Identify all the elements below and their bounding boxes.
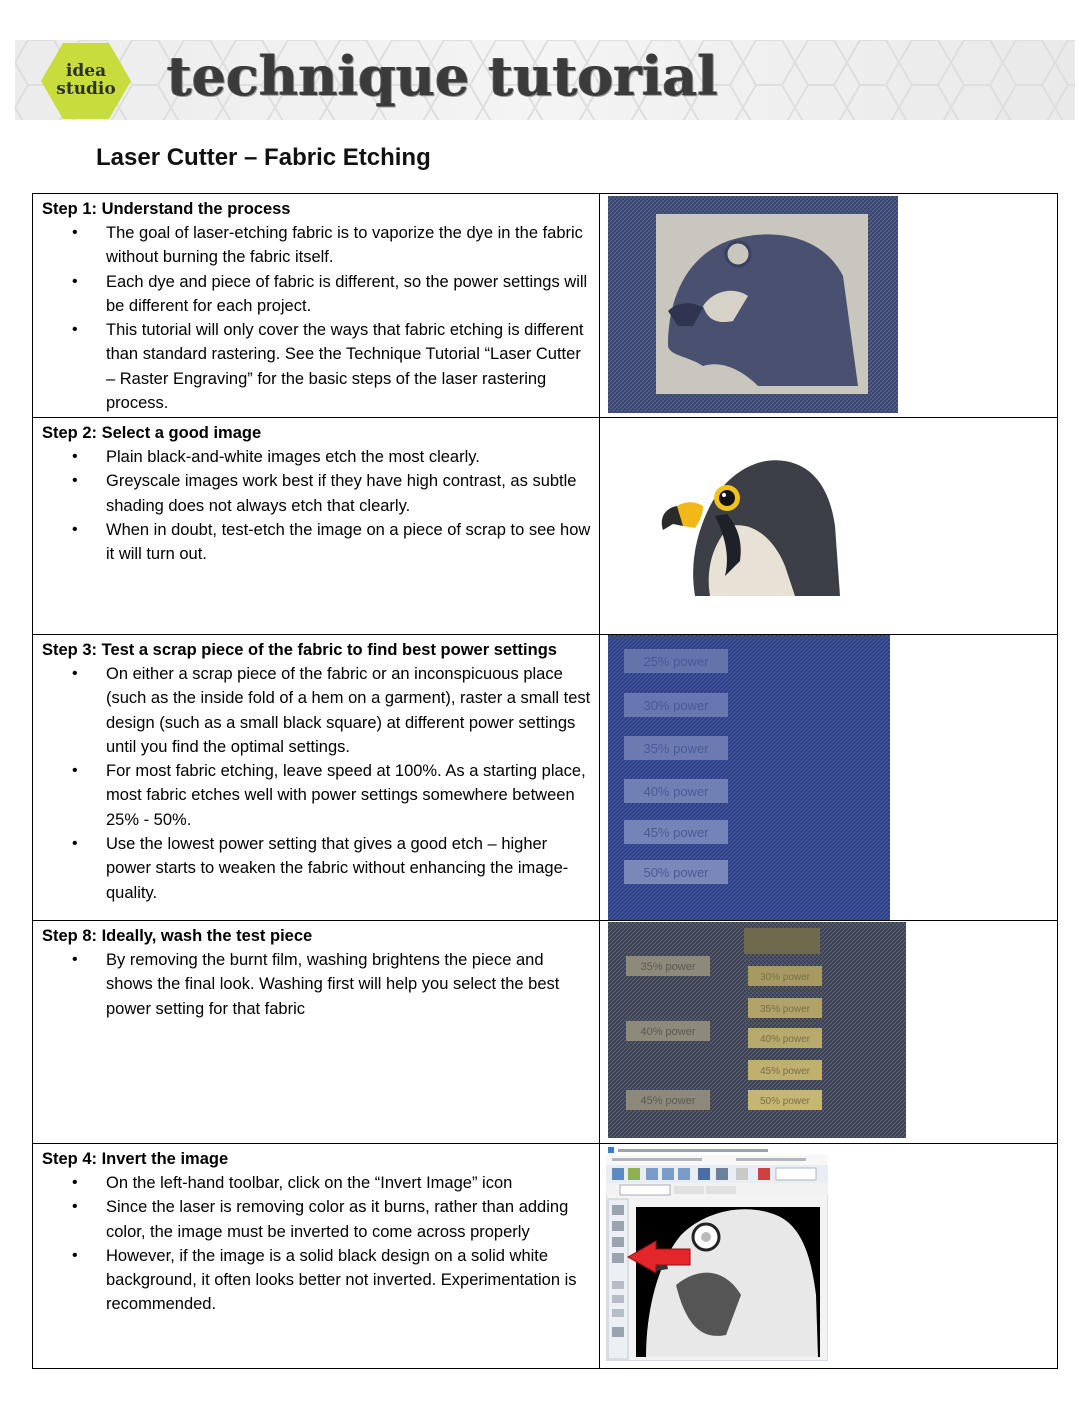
- swatch-label: 30% power: [643, 698, 709, 713]
- header-banner: [15, 40, 1075, 120]
- step-8-bullets: [42, 948, 599, 1021]
- washed-test-swatch-image: [608, 922, 906, 1138]
- list-item: • Greyscale images work best if they have high contrast, as subtle shading does not always etch that clearly.: [42, 469, 599, 518]
- swatch-label: 35% power: [643, 741, 709, 756]
- step-2-text: [33, 418, 600, 634]
- step-3-bullets: [42, 662, 599, 905]
- step-8-image-cell: [600, 921, 1057, 1143]
- list-item: • The goal of laser-etching fabric is to vaporize the dye in the fabric without burning the fabric itself.: [42, 221, 599, 270]
- list-item: • Since the laser is removing color as it burns, rather than adding color, the image must be inverted to come across properly: [42, 1195, 599, 1244]
- step-3-image-cell: [600, 635, 1057, 920]
- peregrine-falcon-photo: [655, 446, 845, 596]
- banner-title: technique tutorial: [167, 44, 719, 108]
- list-item: • However, if the image is a solid black design on a solid white background, it often looks better not inverted. Experimentation is recommended.: [42, 1244, 599, 1317]
- swatch-label: 40% power: [640, 1026, 696, 1038]
- etched-falcon-on-denim-image: [608, 196, 898, 413]
- logo-line-studio: studio: [56, 79, 116, 99]
- step-2-bullets: [42, 445, 599, 566]
- list-item: • This tutorial will only cover the ways that fabric etching is different than standard rastering. See the Technique Tutorial “Laser Cutter – Raster Engraving” for the basic steps of the laser rastering process.: [42, 318, 599, 415]
- step-1-image-cell: [600, 194, 1057, 417]
- swatch-label: 25% power: [643, 654, 709, 669]
- swatch-label: 35% power: [759, 1004, 811, 1015]
- swatch-label: 45% power: [643, 825, 709, 840]
- power-test-swatch-image: [608, 635, 890, 920]
- list-item: • For most fabric etching, leave speed at 100%. As a starting place, most fabric etches well with power settings somewhere between 25% - 50%.: [42, 759, 599, 832]
- step-8-title: Step 8: Ideally, wash the test piece: [42, 927, 313, 945]
- list-item: • Use the lowest power setting that gives a good etch – higher power starts to weaken the fabric without enhancing the image-quality.: [42, 832, 599, 905]
- swatch-label: 30% power: [759, 972, 811, 983]
- step-1-bullets: [42, 221, 599, 415]
- step-row-1: [33, 194, 1057, 418]
- list-item: • Each dye and piece of fabric is different, so the power settings will be different for each project.: [42, 270, 599, 319]
- logo-line-idea: idea: [65, 61, 107, 81]
- step-row-3: [33, 635, 1057, 921]
- step-3-title: Step 3: Test a scrap piece of the fabric to find best power settings: [42, 641, 557, 659]
- list-item: • On either a scrap piece of the fabric or an inconspicuous place (such as the inside fold of a hem on a garment), raster a small test design (such as a small black square) at different power settings until you find the optimal settings.: [42, 662, 599, 759]
- step-row-8: [33, 921, 1057, 1144]
- step-3-text: [33, 635, 600, 920]
- software-invert-screenshot: [606, 1145, 828, 1361]
- step-2-image-cell: [600, 418, 1057, 634]
- steps-table: [32, 193, 1058, 1369]
- step-1-title: Step 1: Understand the process: [42, 200, 291, 218]
- step-4-text: [33, 1144, 600, 1368]
- swatch-label: 35% power: [640, 961, 696, 973]
- list-item: • When in doubt, test-etch the image on a piece of scrap to see how it will turn out.: [42, 518, 599, 567]
- list-item: • By removing the burnt film, washing brightens the piece and shows the final look. Washing first will help you select the best power setting for that fabric: [42, 948, 599, 1021]
- step-row-2: [33, 418, 1057, 635]
- step-8-text: [33, 921, 600, 1143]
- swatch-label: 45% power: [759, 1066, 811, 1077]
- step-2-title: Step 2: Select a good image: [42, 424, 262, 442]
- idea-studio-logo: [40, 42, 132, 120]
- swatch-label: 50% power: [643, 865, 709, 880]
- swatch-label: 40% power: [643, 784, 709, 799]
- step-row-4: [33, 1144, 1057, 1369]
- step-4-image-cell: [600, 1144, 1057, 1368]
- list-item: • On the left-hand toolbar, click on the “Invert Image” icon: [42, 1171, 599, 1195]
- step-1-text: [33, 194, 600, 417]
- document-title: Laser Cutter – Fabric Etching: [96, 144, 431, 171]
- swatch-label: 40% power: [759, 1034, 811, 1045]
- swatch-label: 50% power: [759, 1096, 811, 1107]
- step-4-title: Step 4: Invert the image: [42, 1150, 229, 1168]
- step-4-bullets: [42, 1171, 599, 1317]
- list-item: • Plain black-and-white images etch the most clearly.: [42, 445, 599, 469]
- swatch-label: 45% power: [640, 1095, 696, 1107]
